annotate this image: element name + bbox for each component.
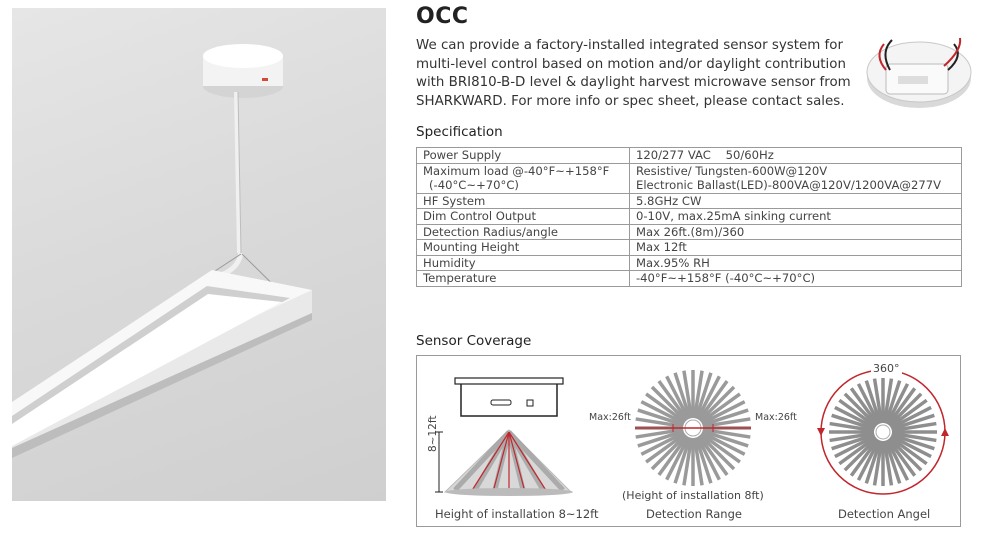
spec-value: Max 26ft.(8m)/360: [630, 224, 962, 240]
spec-key: Dim Control Output: [417, 209, 630, 225]
table-row: [417, 255, 962, 271]
sensor-coverage-heading: Sensor Coverage: [416, 333, 532, 349]
table-row: [417, 163, 962, 193]
spec-key: HF System: [417, 193, 630, 209]
spec-value: [630, 163, 962, 193]
installation-height-diagram: [431, 370, 591, 500]
height-caption: Height of installation 8~12ft: [435, 507, 599, 521]
spec-key: Detection Radius/angle: [417, 224, 630, 240]
spec-value: 0-10V, max.25mA sinking current: [630, 209, 962, 225]
spec-key: Power Supply: [417, 148, 630, 164]
specification-table: [416, 147, 962, 287]
spec-value: Max.95% RH: [630, 255, 962, 271]
range-note: (Height of installation 8ft): [622, 489, 764, 502]
height-label: 8~12ft: [427, 415, 439, 452]
table-row: [417, 240, 962, 256]
spec-value-line: Resistive/ Tungsten-600W@120V: [636, 163, 828, 178]
page-title: OCC: [416, 4, 469, 29]
table-row: [417, 271, 962, 287]
spec-key: Mounting Height: [417, 240, 630, 256]
spec-key-line: (-40°C~+70°C): [429, 178, 519, 192]
intro-paragraph: We can provide a factory-installed integrated sensor system for multi-level control based on motion and/or daylight contribution with BRI810-B-D level & daylight harvest microwave sensor from SHARKWARD. For more info or spec sheet, please contact sales.: [416, 38, 851, 109]
angle-label: 360°: [873, 362, 900, 375]
table-row: [417, 148, 962, 164]
spec-key: Temperature: [417, 271, 630, 287]
detection-range-diagram: [623, 366, 763, 498]
spec-key-line: Maximum load @-40°F~+158°F: [423, 163, 610, 178]
table-row: [417, 193, 962, 209]
sensor-module-photo: [864, 26, 974, 114]
angle-caption: Detection Angel: [838, 507, 931, 521]
specification-heading: Specification: [416, 124, 503, 140]
product-photo: [12, 8, 386, 501]
spec-value: -40°F~+158°F (-40°C~+70°C): [630, 271, 962, 287]
table-row: [417, 209, 962, 225]
spec-value: Max 12ft: [630, 240, 962, 256]
spec-value: 5.8GHz CW: [630, 193, 962, 209]
spec-key: Humidity: [417, 255, 630, 271]
spec-value-line: Electronic Ballast(LED)-800VA@120V/1200VA@277V: [636, 178, 942, 192]
range-right-label: Max:26ft: [755, 412, 797, 423]
range-left-label: Max:26ft: [589, 412, 631, 423]
detection-angle-diagram: [813, 364, 953, 500]
spec-value: 120/277 VAC 50/60Hz: [630, 148, 962, 164]
range-caption: Detection Range: [646, 507, 742, 521]
spec-key: [417, 163, 630, 193]
pendant-luminaire-illustration: [12, 8, 386, 501]
table-row: [417, 224, 962, 240]
sensor-coverage-panel: [416, 355, 961, 527]
